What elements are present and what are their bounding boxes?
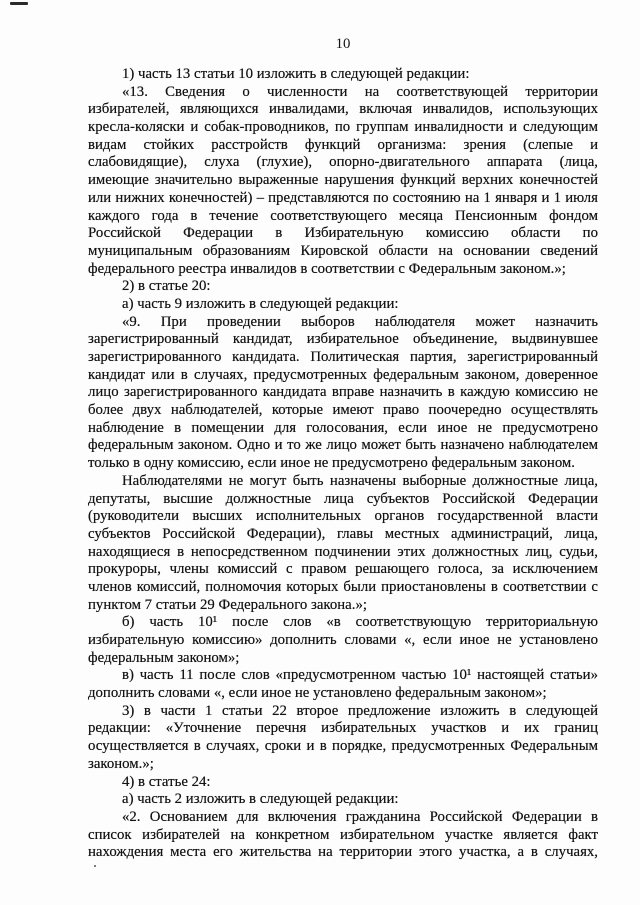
text-line: а) часть 9 изложить в следующей редакции: [122,295,399,312]
paragraph [88,473,598,615]
text-line: Российской Федерации в Избирательную комиссию области по [88,225,598,242]
text-line: 4) в статье 24: [122,773,211,790]
text-line: более двух наблюдателей, которые имеют право поочередно осуществлять [88,402,598,419]
text-line: наблюдение в помещении для голосования, если иное не предусмотрено [88,419,598,436]
text-line: каждого года в течение соответствующего месяца Пенсионным фондом [88,207,598,224]
text-line: избирательную комиссию» дополнить словами «, если иное не установлено [88,632,598,648]
text-line: осуществляется в случаях, сроки и в порядке, предусмотренных Федеральным [88,738,598,755]
text-line: субъектов Российской Федерации), главы местных администраций, лица, [88,525,598,542]
text-line: слабовидящие), слуха (глухие), опорно-двигательного аппарата (лица, [88,154,598,171]
text-line: прокуроры, члены комиссий с правом решающего голоса, за исключением [88,561,598,578]
paragraph [88,278,598,296]
paragraph [88,84,598,279]
text-line: федеральным законом»; [88,649,240,666]
paragraph [88,614,598,667]
text-line: 2) в статье 20: [122,278,211,295]
text-line: находящиеся в непосредственном подчинении этих должностных лиц, судьи, [88,543,598,560]
text-line: нахождения места его жительства на территории этого участка, а в случаях, [88,844,598,861]
text-line: Наблюдателями не могут быть назначены выборные должностные лица, [122,472,598,489]
text-line: редакции: «Уточнение перечня избирательных участков и их границ [88,720,598,737]
text-line: «13. Сведения о численности на соответствующей территории [122,83,598,100]
text-line: избирателей, являющихся инвалидами, включая инвалидов, использующих [88,101,598,118]
paragraph [88,296,598,314]
text-line: «2. Основанием для включения гражданина Российской Федерации в [122,808,598,825]
text-line: дополнить словами «, если иное не установлено федеральным законом»; [88,685,547,702]
paragraph [88,774,598,792]
text-line: «9. При проведении выборов наблюдателя может назначить [122,313,598,330]
text-line: кандидат или в случаях, предусмотренных федеральным законом, доверенное [88,366,598,383]
text-line: видам стойких расстройств функций организма: зрения (слепые и [88,136,598,153]
text-line: 1) часть 13 статьи 10 изложить в следующей редакции: [122,66,470,82]
scan-artifact [10,2,28,5]
text-line: список избирателей на конкретном избирательном участке является факт [88,826,598,843]
text-line: федерального реестра инвалидов в соответствии с Федеральным законом.»; [88,260,566,277]
text-line: имеющие значительно выраженные нарушения функций верхних конечностей [88,172,598,189]
text-line: муниципальным образованиям Кировской области на основании сведений [88,242,598,259]
text-line: (руководители высших исполнительных органов государственной власти [88,508,598,525]
text-line: только в одну комиссию, если иное не предусмотрено федеральным законом. [88,455,575,472]
text-line: членов комиссий, полномочия которых были приостановлены в соответствии с [88,578,598,595]
text-line: кресла-коляски и собак-проводников, по группам инвалидности и следующим [88,119,598,136]
paragraph [88,667,598,702]
paragraph [88,66,598,84]
text-line: зарегистрированного кандидата. Политическая партия, зарегистрированный [88,349,598,365]
scan-artifact [94,865,96,867]
document-body [88,66,598,862]
text-line: пунктом 7 статьи 29 Федерального закона.»; [88,596,367,613]
text-line: а) часть 2 изложить в следующей редакции: [122,791,399,808]
text-line: 3) в части 1 статьи 22 второе предложение изложить в следующей [122,702,598,719]
text-line: законом.»; [88,755,154,772]
text-line: федеральным законом. Одно и то же лицо может быть назначено наблюдателем [88,437,598,454]
page-number: 10 [335,36,351,52]
paragraph [88,703,598,774]
paragraph [88,809,598,862]
text-line: депутаты, высшие должностные лица субъектов Российской Федерации [88,490,598,507]
text-line: в) часть 11 после слов «предусмотренном частью 10¹ настоящей статьи» [122,667,598,684]
text-line: зарегистрированный кандидат, избирательное объединение, выдвинувшее [88,331,598,348]
text-line: б) часть 10¹ после слов «в соответствующую территориальную [122,614,598,631]
text-line: лицо зарегистрированного кандидата вправе назначить в каждую комиссию не [88,384,598,401]
text-line: или нижних конечностей) – представляются по состоянию на 1 января и 1 июля [88,189,598,206]
paragraph [88,314,598,473]
paragraph [88,791,598,809]
